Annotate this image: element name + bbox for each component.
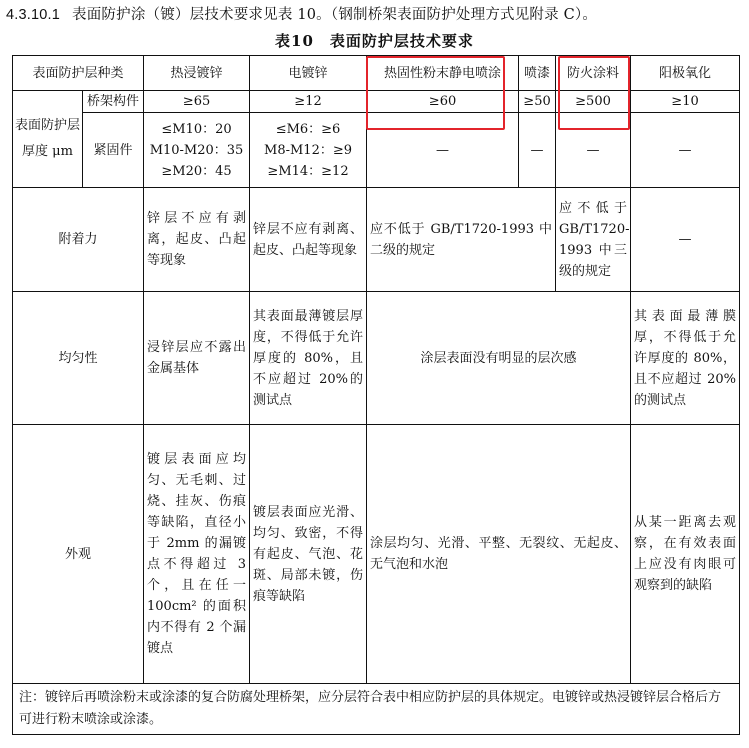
- fastener-powder: —: [367, 113, 519, 188]
- adhesion-hot-dip: 锌层不应有剥离，起皮、凸起等现象: [144, 188, 250, 292]
- bridge-powder: ≥60: [367, 91, 519, 113]
- appearance-hot-dip: 镀层表面应均匀、无毛刺、过烧、挂灰、伤痕等缺陷，直径小于 2mm 的漏镀点不得超过 3 个，且在任一 100cm² 的面积内不得有 2 个漏镀点: [144, 425, 250, 684]
- uniformity-electro: 其表面最薄镀层厚度，不得低于允许厚度的 80%，且不应超过 20%的测试点: [250, 292, 367, 425]
- appearance-electro: 镀层表面应光滑、均匀、致密，不得有起皮、气泡、花斑、局部未镀，伤痕等缺陷: [250, 425, 367, 684]
- fastener-electro-line: ≤M6：≥6: [275, 121, 341, 137]
- fastener-hot-dip: [144, 113, 250, 188]
- fastener-hot-dip-line: M10-M20：35: [149, 142, 244, 158]
- bridge-label: 桥架构件: [83, 91, 144, 113]
- appearance-anodic: 从某一距离去观察，在有效表面上应没有肉眼可观察到的缺陷: [631, 425, 740, 684]
- adhesion-label: 附着力: [13, 188, 144, 292]
- fastener-label: 紧固件: [83, 113, 144, 188]
- fastener-paint: —: [519, 113, 556, 188]
- header-fireproof: 防火涂料: [556, 56, 631, 91]
- header-type: 表面防护层种类: [13, 56, 144, 91]
- adhesion-row: [13, 188, 740, 292]
- adhesion-anodic: —: [631, 188, 740, 292]
- clause-number: 4.3.10.1: [6, 7, 61, 23]
- bridge-paint: ≥50: [519, 91, 556, 113]
- adhesion-powder-paint: 应不低于 GB/T1720-1993 中二级的规定: [367, 188, 556, 292]
- uniformity-row: [13, 292, 740, 425]
- uniformity-label: 均匀性: [13, 292, 144, 425]
- bridge-fireproof: ≥500: [556, 91, 631, 113]
- uniformity-anodic: 其表面最薄膜厚，不得低于允许厚度的 80%，且不应超过 20%的测试点: [631, 292, 740, 425]
- fastener-fireproof: —: [556, 113, 631, 188]
- header-powder: 热固性粉末静电喷涂: [367, 56, 519, 91]
- header-anodic: 阳极氧化: [631, 56, 740, 91]
- header-hot-dip: 热浸镀锌: [144, 56, 250, 91]
- uniformity-coating: 涂层表面没有明显的层次感: [367, 292, 631, 425]
- bridge-anodic: ≥10: [631, 91, 740, 113]
- adhesion-electro: 锌层不应有剥离、起皮、凸起等现象: [250, 188, 367, 292]
- fastener-row: [13, 113, 740, 188]
- fastener-hot-dip-line: ≥M20：45: [161, 163, 232, 179]
- clause-heading: [6, 3, 597, 24]
- appearance-coating: 涂层均匀、光滑、平整、无裂纹、无起皮、无气泡和水泡: [367, 425, 631, 684]
- fastener-hot-dip-line: ≤M10：20: [161, 121, 232, 137]
- table-caption: 表10 表面防护层技术要求: [275, 32, 474, 50]
- header-electro: 电镀锌: [250, 56, 367, 91]
- fastener-electro-line: M8-M12：≥9: [264, 142, 353, 158]
- appearance-label: 外观: [13, 425, 144, 684]
- uniformity-hot-dip: 浸锌层应不露出金属基体: [144, 292, 250, 425]
- fastener-anodic: —: [631, 113, 740, 188]
- bridge-electro: ≥12: [250, 91, 367, 113]
- header-paint: 喷漆: [519, 56, 556, 91]
- bridge-hot-dip: ≥65: [144, 91, 250, 113]
- header-row: [13, 56, 740, 91]
- fastener-electro-line: ≥M14：≥12: [267, 163, 349, 179]
- fastener-electro: [250, 113, 367, 188]
- appearance-row: [13, 425, 740, 684]
- bridge-row: [13, 91, 740, 113]
- thickness-label: 表面防护层厚度 μm: [13, 91, 83, 188]
- clause-text: 表面防护涂（镀）层技术要求见表 10。（钢制桥架表面防护处理方式见附录 C）。: [72, 7, 598, 23]
- table-note: 注：镀锌后再喷涂粉末或涂漆的复合防腐处理桥架，应分层符合表中相应防护层的具体规定。电镀锌或热浸镀锌层合格后方可进行粉末喷涂或涂漆。: [13, 684, 740, 735]
- adhesion-fireproof: 应不低于GB/T1720-1993 中三级的规定: [556, 188, 631, 292]
- surface-protection-table: [12, 55, 740, 735]
- note-row: [13, 684, 740, 735]
